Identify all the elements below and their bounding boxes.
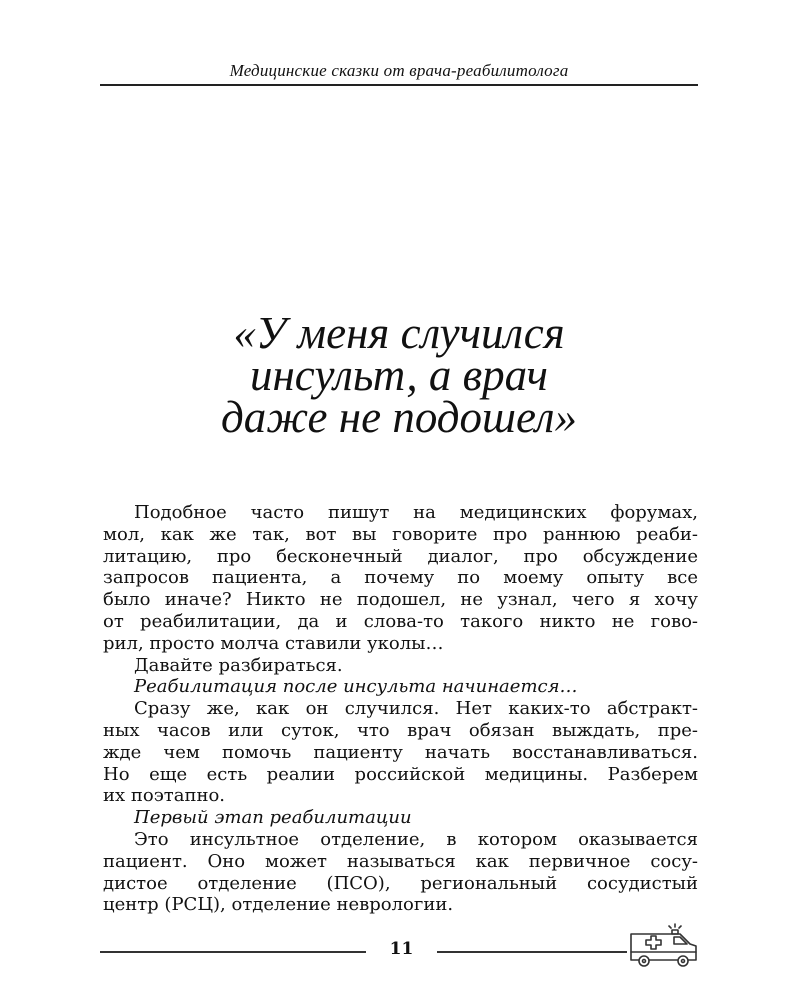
page-number: 11: [389, 939, 414, 959]
paragraph-line: Подобное часто пишут на медицинских форумах,: [134, 502, 698, 523]
paragraph-line: от реабилитации, да и слова-то такого никто не гово-: [103, 610, 698, 632]
paragraph-line: Сразу же, как он случился. Нет каких-то абстракт-: [134, 698, 698, 720]
paragraph-line: Но еще есть реалии российской медицины. Разберем: [103, 763, 698, 785]
paragraph-line: рил, просто молча ставили уколы…: [103, 632, 444, 654]
subheading-line: Первый этап реабилитации: [134, 807, 412, 829]
paragraph-line: пациент. Оно может называться как первичное сосу-: [103, 850, 698, 872]
footer-divider-right: [437, 951, 627, 953]
paragraph-line: было иначе? Никто не подошел, не узнал, чего я хочу: [103, 589, 698, 611]
body-text: [103, 502, 698, 916]
paragraph-line: литацию, про бесконечный диалог, про обсуждение: [103, 545, 698, 567]
paragraph-line: их поэтапно.: [103, 785, 226, 807]
chapter-title-line: «У меня случился: [233, 308, 565, 358]
paragraph-line: дистое отделение (ПСО), региональный сосудистый: [103, 872, 698, 894]
chapter-title-line: инсульт, а врач: [249, 350, 549, 400]
running-head: Медицинские сказки от врача-реабилитолога: [229, 61, 569, 80]
paragraph-line: Это инсультное отделение, в котором оказывается: [134, 828, 698, 850]
chapter-title: [100, 308, 698, 442]
ambulance-icon: [628, 922, 700, 970]
chapter-title-line: даже не подошел»: [221, 392, 577, 442]
paragraph-line: центр (РСЦ), отделение неврологии.: [103, 894, 454, 916]
paragraph-line: ных часов или суток, что врач обязан выждать, пре-: [103, 719, 698, 741]
paragraph-line: Давайте разбираться.: [134, 654, 343, 676]
subheading-line: Реабилитация после инсульта начинается…: [134, 676, 578, 698]
footer-divider-left: [100, 951, 366, 953]
paragraph-line: жде чем помочь пациенту начать восстанавливаться.: [103, 741, 698, 763]
paragraph-line: запросов пациента, а почему по моему опыту все: [103, 567, 698, 589]
header-divider: [100, 84, 698, 86]
paragraph-line: мол, как же так, вот вы говорите про раннюю реаби-: [103, 523, 698, 545]
